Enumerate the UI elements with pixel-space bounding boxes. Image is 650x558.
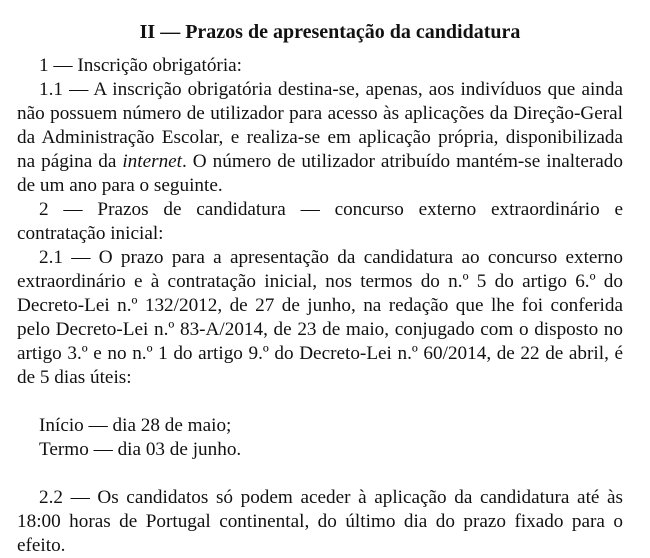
section-title: II — Prazos de apresentação da candidatura: [139, 21, 521, 43]
item-1-heading: 1 — Inscrição obrigatória:: [39, 55, 242, 76]
internet-term: internet: [122, 151, 183, 172]
item-2-2-paragraph: 2.2 — Os candidatos só podem aceder à aplicação da candidatura até às 18:00 horas de Portugal continental, do último dia do prazo fixado para o efeito.: [17, 487, 623, 556]
item-1-1-text-a: 1.1 — A inscrição obrigatória destina-se, apenas, aos indivíduos que ainda não possuem número de utilizador para acesso às aplicações da Direção-Geral da Administração Escolar, e realiza-se em aplicação própria, disponibilizada na página da: [17, 79, 623, 172]
start-date: Início — dia 28 de maio;: [39, 415, 232, 436]
item-1-1-text-b: . O número de utilizador atribuído mantém-se inalterado de um ano para o seguinte.: [17, 151, 623, 196]
item-2-1-paragraph: 2.1 — O prazo para a apresentação da candidatura ao concurso externo extraordinário e à contratação inicial, nos termos do n.º 5 do artigo 6.º do Decreto-Lei n.º 132/2012, de 27 de junho, na redação que lhe foi conferida pelo Decreto-Lei n.º 83-A/2014, de 23 de maio, conjugado com o disposto no artigo 3.º e no n.º 1 do artigo 9.º do Decreto-Lei n.º 60/2014, de 22 de abril, é de 5 dias úteis:: [17, 247, 623, 388]
item-2-heading: 2 — Prazos de candidatura — concurso externo extraordinário e contratação inicial:: [17, 199, 623, 244]
item-1-1-paragraph: [17, 78, 623, 198]
document-page: [17, 0, 623, 558]
end-date: Termo — dia 03 de junho.: [39, 439, 242, 460]
spacer: [17, 462, 623, 486]
spacer: [17, 390, 623, 414]
